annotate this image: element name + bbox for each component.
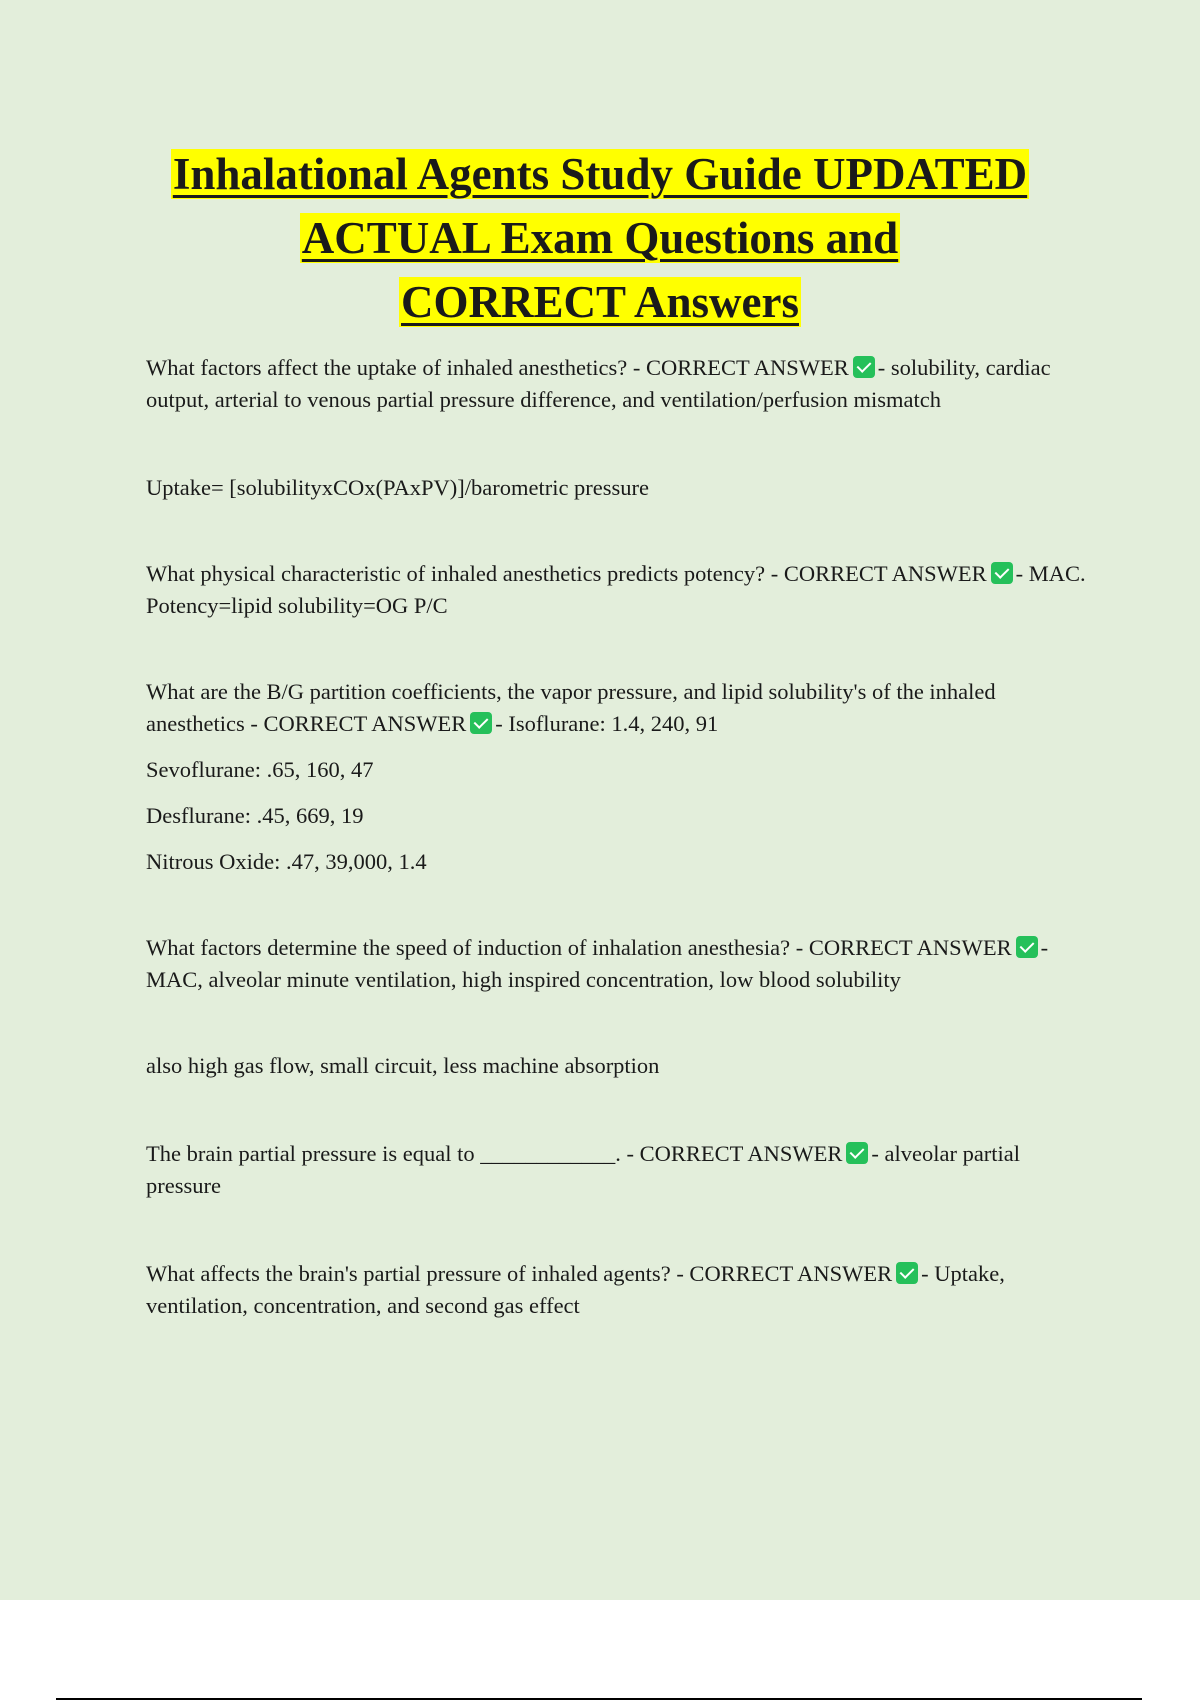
note-text: Uptake= [solubilityxCOx(PAxPV)]/barometric pressure	[146, 475, 650, 500]
answer-text: - solubility, cardiac output, arterial to venous partial pressure difference, and ventilation/perfusion mismatch	[146, 355, 1051, 412]
question-text: The brain partial pressure is equal to ____________.	[146, 1141, 621, 1166]
document-title	[100, 142, 1100, 334]
qa-item	[146, 352, 1086, 416]
check-box-icon	[1016, 936, 1038, 958]
question-text: What factors affect the uptake of inhaled anesthetics?	[146, 355, 628, 380]
question-text: What factors determine the speed of induction of inhalation anesthesia?	[146, 935, 791, 960]
answer-text: - MAC. Potency=lipid solubility=OG P/C	[146, 561, 1086, 618]
answer-continuation: Sevoflurane: .65, 160, 47	[146, 757, 374, 782]
qa-item	[146, 1258, 1086, 1322]
question-text: What affects the brain's partial pressure of inhaled agents?	[146, 1261, 671, 1286]
answer-marker: - CORRECT ANSWER	[626, 1141, 843, 1166]
question-text: What are the B/G partition coefficients, the vapor pressure, and lipid solubility's of the inhaled anesthetics	[146, 679, 996, 736]
title-line-2: ACTUAL Exam Questions and	[301, 213, 899, 263]
answer-marker: - CORRECT ANSWER	[250, 711, 467, 736]
check-box-icon	[991, 562, 1013, 584]
answer-marker: - CORRECT ANSWER	[676, 1261, 893, 1286]
answer-text: - Isoflurane: 1.4, 240, 91	[495, 711, 719, 736]
answer-marker: - CORRECT ANSWER	[795, 935, 1012, 960]
answer-continuation: Nitrous Oxide: .47, 39,000, 1.4	[146, 849, 427, 874]
answer-text: - alveolar partial pressure	[146, 1141, 1021, 1198]
check-box-icon	[470, 712, 492, 734]
check-box-icon	[896, 1262, 918, 1284]
answer-marker: - CORRECT ANSWER	[632, 355, 849, 380]
check-box-icon	[846, 1142, 868, 1164]
qa-item	[146, 558, 1086, 622]
title-line-3: CORRECT Answers	[401, 277, 799, 327]
document-body	[146, 352, 1086, 1322]
answer-text: - Uptake, ventilation, concentration, and second gas effect	[146, 1261, 1005, 1318]
note-text: also high gas flow, small circuit, less machine absorption	[146, 1053, 660, 1078]
qa-item	[146, 932, 1086, 996]
question-text: What physical characteristic of inhaled anesthetics predicts potency?	[146, 561, 766, 586]
qa-item	[146, 676, 1086, 740]
answer-continuation: Desflurane: .45, 669, 19	[146, 803, 364, 828]
answer-text: - MAC, alveolar minute ventilation, high inspired concentration, low blood solubility	[146, 935, 1049, 992]
title-line-1: Inhalational Agents Study Guide UPDATED	[172, 149, 1028, 199]
qa-item	[146, 1138, 1086, 1202]
check-box-icon	[853, 356, 875, 378]
answer-marker: - CORRECT ANSWER	[770, 561, 987, 586]
